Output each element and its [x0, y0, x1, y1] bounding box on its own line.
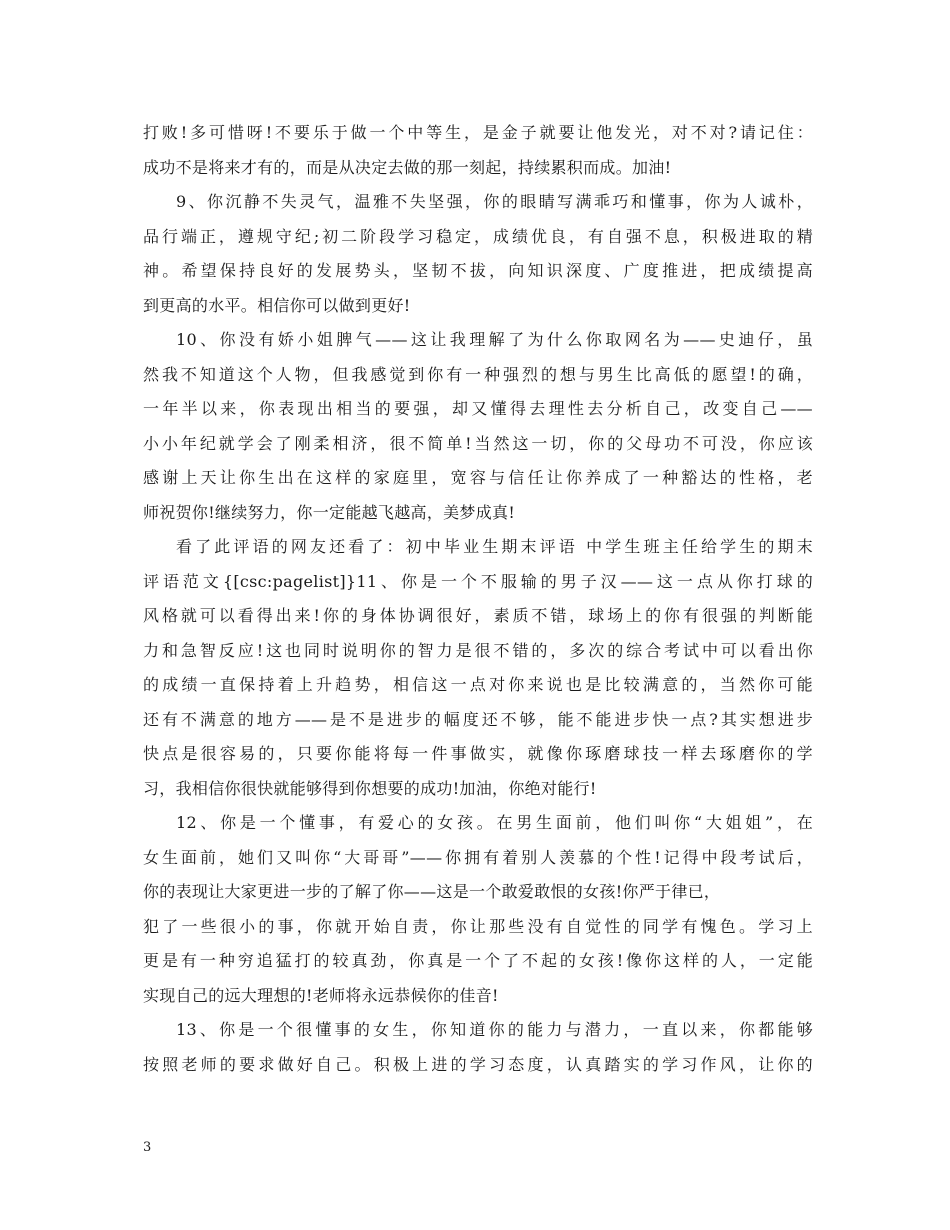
text-line: 感谢上天让你生出在这样的家庭里，宽容与信任让你养成了一种豁达的性格，老 — [143, 468, 813, 487]
text-line: 更是有一种穷追猛打的较真劲，你真是一个了不起的女孩!像你这样的人，一定能 — [143, 951, 813, 970]
page-number: 3 — [143, 1140, 152, 1155]
text-line: 一年半以来，你表现出相当的要强，却又懂得去理性去分析自己，改变自己—— — [143, 399, 813, 418]
text-line: 小小年纪就学会了刚柔相济，很不简单!当然这一切，你的父母功不可没，你应该 — [143, 433, 813, 453]
text-line: 女生面前，她们又叫你“大哥哥”——你拥有着别人羡慕的个性!记得中段考试后， — [143, 847, 813, 867]
text-line: 犯了一些很小的事，你就开始自责，你让那些没有自觉性的同学有愧色。学习上 — [143, 916, 813, 936]
text-line: 还有不满意的地方——是不是进步的幅度还不够，能不能进步快一点?其实想进步 — [143, 709, 813, 729]
text-line: 你的表现让大家更进一步的了解了你——这是一个敢爱敢恨的女孩!你严于律已， — [143, 882, 721, 901]
text-line: 12、你是一个懂事，有爱心的女孩。在男生面前，他们叫你“大姐姐”，在 — [176, 813, 813, 832]
text-line: 快点是很容易的，只要你能将每一件事做实，就像你琢磨球技一样去琢磨你的学 — [143, 744, 813, 763]
text-line: 9、你沉静不失灵气，温雅不失坚强，你的眼睛写满乖巧和懂事，你为人诚朴， — [176, 192, 813, 211]
text-line: 到更高的水平。相信你可以做到更好! — [143, 295, 411, 315]
text-line: 的成绩一直保持着上升趋势，相信这一点对你来说也是比较满意的，当然你可能 — [143, 675, 813, 694]
text-line: 13、你是一个很懂事的女生，你知道你的能力与潜力，一直以来，你都能够 — [176, 1020, 813, 1039]
text-line: 10、你没有娇小姐脾气——这让我理解了为什么你取网名为——史迪仔，虽 — [176, 330, 813, 349]
text-line: 然我不知道这个人物，但我感觉到你有一种强烈的想与男生比高低的愿望!的确， — [143, 364, 813, 384]
text-line: 神。希望保持良好的发展势头，坚韧不拔，向知识深度、广度推进，把成绩提高 — [143, 261, 813, 280]
text-line: 习，我相信你很快就能够得到你想要的成功!加油，你绝对能行! — [143, 778, 597, 798]
text-line: 风格就可以看得出来!你的身体协调很好，素质不错，球场上的你有很强的判断能 — [143, 606, 813, 625]
text-line: 按照老师的要求做好自己。积极上进的学习态度，认真踏实的学习作风，让你的 — [143, 1054, 813, 1074]
text-line: 成功不是将来才有的，而是从决定去做的那一刻起，持续累积而成。加油! — [143, 157, 672, 177]
text-line: 实现自己的远大理想的!老师将永远恭候你的佳音! — [143, 985, 499, 1005]
text-line: 力和急智反应!这也同时说明你的智力是很不错的，多次的综合考试中可以看出你 — [143, 640, 813, 660]
text-line: 师祝贺你!继续努力，你一定能越飞越高，美梦成真! — [143, 502, 516, 522]
body-text — [143, 116, 813, 1082]
text-line: 打败!多可惜呀!不要乐于做一个中等生，是金子就要让他发光，对不对?请记住： — [143, 123, 813, 142]
text-line: 品行端正，遵规守纪;初二阶段学习稳定，成绩优良，有自强不息，积极进取的精 — [143, 226, 813, 246]
text-line: 评语范文{[csc:pagelist]}11、你是一个不服输的男子汉——这一点从你打球的 — [143, 571, 813, 591]
text-line: 看了此评语的网友还看了：初中毕业生期末评语 中学生班主任给学生的期末 — [176, 537, 813, 556]
